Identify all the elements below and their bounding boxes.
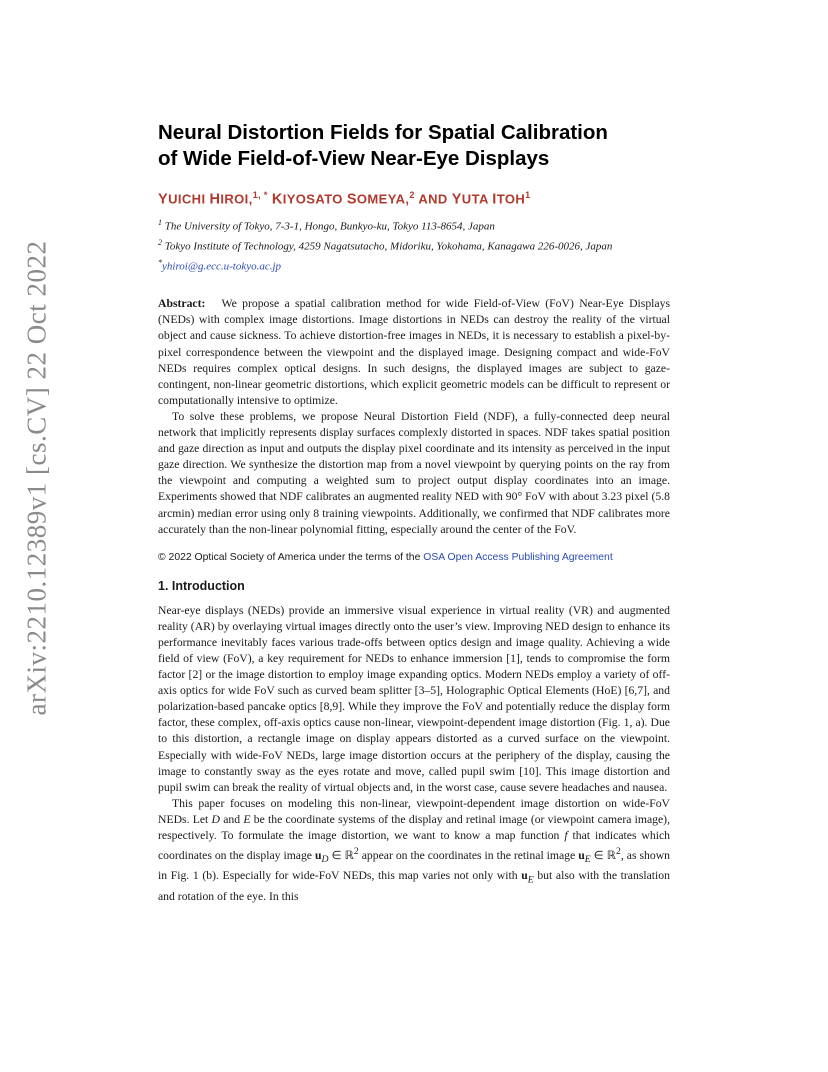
affiliation-2 xyxy=(158,235,670,255)
author-name-part: IROI, xyxy=(220,191,253,207)
abstract-paragraph-1 xyxy=(158,296,670,409)
intro-paragraph-1: Near-eye displays (NEDs) provide an immersive visual experience in virtual reality (VR) and augmented reality (AR) by overlaying virtual images directly onto the user’s view. Improving NED design to enhance its performance inevitably faces various trade-offs between optics design and image quality. Achieving a wide field of view (FoV), a key requirement for NEDs to enhance immersion [1], tends to compromise the form factor [2] or the image distortion to employ image expanding optics. Modern NEDs employ a variety of off-axis optics for wide FoV such as curved beam splitter [3–5], Holographic Optical Elements (HoE) [6,7], and polarization-based pancake optics [8,9]. While they improve the FoV and potentially reduce the display form factor, these complex, off-axis optics cause non-linear, viewpoint-dependent image distortion (Fig. 1, a). Due to this distortion, a rectangle image on display appears distorted as a curved surface on the viewpoint. Especially with wide-FoV NEDs, large image distortion occurs at the periphery of the display, causing the image to constantly sway as the eyes rotate and move, called pupil swim [10]. This image distortion and pupil swim can break the reality of virtual objects and, in the worst case, cause severe headaches and nausea. xyxy=(158,603,670,794)
copyright-text: © 2022 Optical Society of America under the terms of the xyxy=(158,551,424,563)
affil-number: 1 xyxy=(158,218,162,228)
author-initial: I xyxy=(492,191,497,208)
affiliation-1 xyxy=(158,215,670,235)
email-link[interactable]: yhiroi@g.ecc.u-tokyo.ac.jp xyxy=(162,260,282,273)
author-name-part: OMEYA, xyxy=(356,191,410,207)
author-initial: Y xyxy=(158,191,169,208)
affil-text: The University of Tokyo, 7-3-1, Hongo, Bunkyo-ku, Tokyo 113-8654, Japan xyxy=(164,220,495,233)
paper-title xyxy=(158,120,670,172)
author-name-part: UICHI xyxy=(168,191,210,207)
author-name-part: UTA xyxy=(461,191,493,207)
author-name-part: TOH xyxy=(496,191,526,207)
author-conjunction: AND xyxy=(414,191,452,207)
paper-page xyxy=(158,120,670,905)
affil-text: Tokyo Institute of Technology, 4259 Nagatsutacho, Midoriku, Yokohama, Kanagawa 226-0026, Japan xyxy=(164,240,613,253)
author-name-part: IYOSATO xyxy=(282,191,347,207)
corresponding-email xyxy=(158,255,670,275)
author-affil-mark: 2 xyxy=(409,190,415,200)
abstract-label: Abstract: xyxy=(158,297,206,311)
affiliations xyxy=(158,215,670,274)
osa-agreement-link[interactable]: OSA Open Access Publishing Agreement xyxy=(423,551,613,563)
title-line-1: Neural Distortion Fields for Spatial Calibration xyxy=(158,121,608,144)
title-line-2: of Wide Field-of-View Near-Eye Displays xyxy=(158,147,550,170)
intro-paragraph-2: This paper focuses on modeling this non-linear, viewpoint-dependent image distortion on wide-FoV NEDs. Let D and E be the coordinate systems of the display and retinal image (or viewpoint camera image), respectively. To formulate the image distortion, we want to know a map function f that indicates which coordinates on the display image $u_D$ ∈ ℝ$^2$ appear on the coordinates in the retinal image $u_E$ ∈ ℝ$^2$, as shown in Fig. 1 (b). Especially for wide-FoV NEDs, this map varies not only with $u_E$ but also with the translation and rotation of the eye. In this xyxy=(158,796,671,903)
author-initial: K xyxy=(271,191,283,208)
author-initial: H xyxy=(209,191,221,208)
abstract xyxy=(158,296,670,537)
affil-star: * xyxy=(158,257,162,267)
section-heading-introduction: 1. Introduction xyxy=(158,578,245,593)
abstract-paragraph-2: To solve these problems, we propose Neural Distortion Field (NDF), a fully-connected deep neural network that implicitly represents display surfaces complexly distorted in spaces. NDF takes spatial position and gaze direction as input and outputs the display pixel coordinate and its intensity as perceived in the input gaze direction. We synthesize the distortion map from a novel viewpoint by querying points on the ray from the viewpoint and computing a weighted sum to project output display coordinates into an image. Experiments showed that NDF calibrates an augmented reality NED with 90° FoV with about 3.23 pixel (5.8 arcmin) median error using only 8 training viewpoints. Additionally, we confirmed that NDF calibrates more accurately than the non-linear polynomial fitting, especially around the center of the FoV. xyxy=(158,409,670,536)
author-initial: S xyxy=(346,191,357,208)
author-initial: Y xyxy=(451,191,462,208)
arxiv-stamp-text: arXiv:2210.12389v1 [cs.CV] 22 Oct 2022 xyxy=(21,240,52,716)
abstract-text: We propose a spatial calibration method for wide Field-of-View (FoV) Near-Eye Displays (NEDs) with complex image distortions. Image distortions in NEDs can destroy the reality of the virtual object and cause sickness. To achieve distortion-free images in NEDs, it is necessary to establish a pixel-by-pixel correspondence between the viewpoint and the displayed image. Designing compact and wide-FoV NEDs requires complex optical designs. In such designs, the displayed images are subject to gaze-contingent, non-linear geometric distortions, which explicit geometric models can be difficult to represent or computationally intensive to optimize. xyxy=(158,297,671,407)
introduction-body xyxy=(158,603,670,905)
copyright-notice xyxy=(158,552,670,563)
author-list xyxy=(158,190,670,207)
affil-number: 2 xyxy=(158,237,162,247)
arxiv-stamp xyxy=(21,240,52,716)
author-affil-mark: 1 xyxy=(525,190,531,200)
author-affil-mark: 1, * xyxy=(252,190,268,200)
